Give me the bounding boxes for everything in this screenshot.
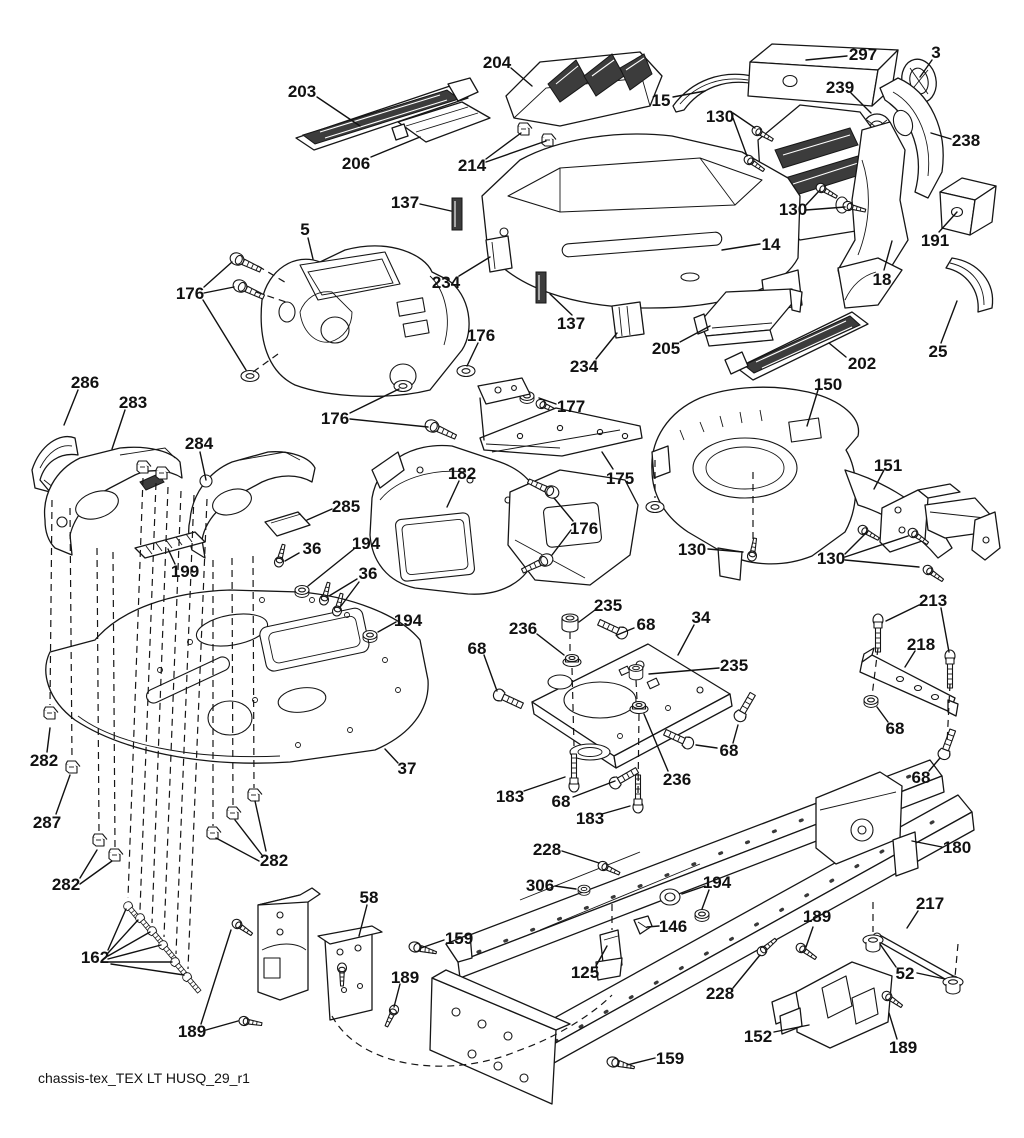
leader-line-213 — [941, 608, 949, 652]
leader-line-176 — [467, 343, 478, 366]
callout-282: 282 — [29, 751, 59, 770]
callout-214: 214 — [457, 156, 487, 175]
leader-line-130 — [845, 560, 919, 567]
part-25-trim — [946, 258, 993, 312]
screw-189 — [230, 917, 254, 938]
callout-52: 52 — [895, 964, 915, 983]
callout-37: 37 — [397, 759, 417, 778]
callout-189: 189 — [888, 1038, 918, 1057]
callout-180: 180 — [942, 838, 972, 857]
leader-line-34 — [678, 625, 694, 655]
leader-line-159 — [421, 940, 444, 948]
callout-58: 58 — [359, 888, 379, 907]
callout-202: 202 — [847, 354, 877, 373]
leader-line-234 — [459, 257, 490, 276]
washer-130 — [646, 502, 664, 513]
callout-236: 236 — [662, 770, 692, 789]
leader-line-228 — [562, 851, 599, 863]
screw-130 — [856, 524, 880, 543]
callout-130: 130 — [705, 107, 735, 126]
clip-214 — [542, 134, 556, 146]
callout-213: 213 — [918, 591, 948, 610]
screw-176 — [423, 418, 458, 443]
callout-176: 176 — [175, 284, 205, 303]
callout-183: 183 — [495, 787, 525, 806]
callout-194: 194 — [702, 873, 732, 892]
callout-189: 189 — [177, 1022, 207, 1041]
callout-36: 36 — [358, 564, 378, 583]
leader-line-285 — [307, 509, 332, 520]
leader-line-217 — [907, 911, 918, 928]
clip-282 — [207, 827, 221, 839]
callout-68: 68 — [467, 639, 487, 658]
callout-151: 151 — [873, 456, 903, 475]
leader-line-159 — [627, 1058, 655, 1065]
leader-line-194 — [702, 890, 709, 909]
leader-line-203 — [317, 97, 360, 126]
bolt-213 — [873, 614, 883, 652]
callout-152: 152 — [743, 1027, 773, 1046]
callout-34: 34 — [691, 608, 711, 627]
spacer-194 — [660, 889, 680, 905]
spacer-235 — [629, 665, 643, 680]
callout-282: 282 — [259, 851, 289, 870]
clip-282 — [227, 807, 241, 819]
leader-line-306 — [555, 886, 576, 889]
callout-68: 68 — [636, 615, 656, 634]
callout-68: 68 — [885, 719, 905, 738]
callout-206: 206 — [341, 154, 371, 173]
leader-line-189 — [206, 1021, 238, 1030]
bushing-52 — [943, 977, 963, 994]
clip-282 — [93, 834, 107, 846]
leader-line-213 — [886, 605, 919, 621]
washer-176 — [457, 366, 475, 377]
nut-68 — [864, 696, 878, 708]
callout-282: 282 — [51, 875, 81, 894]
leader-line-137 — [420, 204, 451, 211]
flange-nut-236 — [563, 655, 581, 667]
callout-68: 68 — [911, 768, 931, 787]
callout-228: 228 — [532, 840, 562, 859]
callout-235: 235 — [719, 656, 749, 675]
leader-line-287 — [56, 775, 70, 814]
callout-150: 150 — [813, 375, 843, 394]
leader-line-189 — [394, 984, 400, 1007]
screw-176 — [228, 251, 263, 276]
callout-68: 68 — [719, 741, 739, 760]
callout-125: 125 — [570, 963, 600, 982]
leader-line-176 — [203, 300, 246, 370]
callout-183: 183 — [575, 809, 605, 828]
callout-203: 203 — [287, 82, 317, 101]
callout-235: 235 — [593, 596, 623, 615]
callout-36: 36 — [302, 539, 322, 558]
callout-217: 217 — [915, 894, 945, 913]
part-284-console-right — [189, 452, 315, 558]
part-234-pad-a — [486, 236, 512, 272]
clip-287 — [66, 761, 80, 773]
callout-199: 199 — [170, 562, 200, 581]
leader-line-236 — [537, 634, 564, 655]
bolt-68 — [596, 617, 629, 641]
part-204-hood-vent — [506, 52, 662, 126]
callout-189: 189 — [802, 907, 832, 926]
leader-line-189 — [889, 1013, 897, 1039]
leader-line-68 — [696, 745, 717, 748]
leader-line-235 — [579, 610, 595, 622]
callout-182: 182 — [447, 464, 477, 483]
part-152-skid-plate — [772, 962, 892, 1048]
callout-159: 159 — [444, 929, 474, 948]
bolt-213 — [945, 650, 955, 688]
callout-236: 236 — [508, 619, 538, 638]
nut-194 — [695, 910, 709, 922]
callout-285: 285 — [331, 497, 361, 516]
clip-282 — [248, 789, 262, 801]
callout-176: 176 — [320, 409, 350, 428]
part-283-console-left — [45, 447, 182, 555]
part-146-clip — [634, 916, 652, 934]
screw-228 — [597, 860, 622, 878]
callout-218: 218 — [906, 635, 936, 654]
callout-234: 234 — [431, 273, 461, 292]
callout-284: 284 — [184, 434, 214, 453]
callout-137: 137 — [390, 193, 420, 212]
clip-282 — [109, 849, 123, 861]
callout-238: 238 — [951, 131, 981, 150]
part-285-trim — [265, 512, 310, 536]
callout-204: 204 — [482, 53, 512, 72]
part-125-bracket — [596, 930, 622, 980]
part-37-lower-hood — [46, 590, 428, 763]
screw-130 — [921, 563, 945, 584]
callout-175: 175 — [605, 469, 635, 488]
leader-line-234 — [596, 333, 617, 359]
callout-162: 162 — [80, 948, 110, 967]
callout-234: 234 — [569, 357, 599, 376]
callout-130: 130 — [778, 200, 808, 219]
leader-line-175 — [602, 452, 613, 469]
part-137-strip-a — [452, 198, 462, 230]
callout-239: 239 — [825, 78, 855, 97]
part-191-access-panel — [940, 178, 996, 235]
leader-line-176 — [204, 262, 232, 287]
leader-line-189 — [201, 930, 231, 1024]
leader-line-282 — [255, 801, 266, 851]
leader-line-5 — [308, 238, 313, 259]
callout-137: 137 — [556, 314, 586, 333]
callout-306: 306 — [525, 876, 555, 895]
callout-176: 176 — [569, 519, 599, 538]
leader-line-37 — [385, 749, 398, 763]
clip-282 — [44, 707, 58, 719]
leader-line-214 — [486, 133, 521, 159]
leader-line-146 — [647, 926, 659, 927]
leader-line-176 — [350, 419, 428, 427]
callout-287: 287 — [32, 813, 62, 832]
callout-297: 297 — [848, 45, 878, 64]
leader-line-176 — [204, 287, 234, 293]
callout-189: 189 — [390, 968, 420, 987]
leader-line-286 — [64, 390, 78, 425]
leader-line-282 — [216, 838, 259, 861]
diagram-code-label: chassis-tex_TEX LT HUSQ_29_r1 — [38, 1070, 250, 1086]
bolt-68 — [732, 691, 758, 724]
leader-line-202 — [829, 343, 846, 357]
bolt-183 — [569, 754, 579, 792]
part-175-bracket — [478, 378, 642, 456]
part-5-console — [261, 246, 469, 396]
screw-189 — [238, 1016, 262, 1029]
callout-177: 177 — [556, 397, 586, 416]
callout-286: 286 — [70, 373, 100, 392]
callout-68: 68 — [551, 792, 571, 811]
callout-5: 5 — [300, 220, 310, 239]
callout-194: 194 — [351, 534, 381, 553]
leader-line-282 — [80, 861, 112, 884]
callout-283: 283 — [118, 393, 148, 412]
spacer-235 — [562, 614, 578, 632]
leader-line-36 — [285, 553, 299, 561]
callout-176: 176 — [466, 326, 496, 345]
screw-189 — [382, 1004, 400, 1029]
washer-176 — [241, 371, 259, 382]
callout-191: 191 — [920, 231, 950, 250]
flange-nut-236 — [630, 702, 648, 714]
callout-130: 130 — [816, 549, 846, 568]
leader-line-68 — [484, 655, 497, 691]
callout-194: 194 — [393, 611, 423, 630]
part-137-strip-b — [536, 272, 546, 303]
part-218-drawbar — [860, 648, 958, 716]
callout-159: 159 — [655, 1049, 685, 1068]
callout-146: 146 — [658, 917, 688, 936]
callout-14: 14 — [761, 235, 781, 254]
leader-line-282 — [47, 728, 50, 752]
screw-176 — [231, 278, 266, 303]
callout-205: 205 — [651, 339, 681, 358]
callout-130: 130 — [677, 540, 707, 559]
callout-15: 15 — [651, 91, 671, 110]
leader-line-183 — [524, 777, 565, 791]
callout-18: 18 — [872, 270, 892, 289]
leader-line-283 — [112, 410, 125, 449]
screw-36 — [273, 543, 288, 568]
leader-line-25 — [941, 301, 957, 343]
callout-228: 228 — [705, 984, 735, 1003]
leader-line-183 — [602, 806, 630, 814]
leader-line-68 — [573, 781, 615, 797]
callout-25: 25 — [928, 342, 948, 361]
callout-3: 3 — [931, 43, 941, 62]
leader-line-189 — [806, 927, 813, 947]
